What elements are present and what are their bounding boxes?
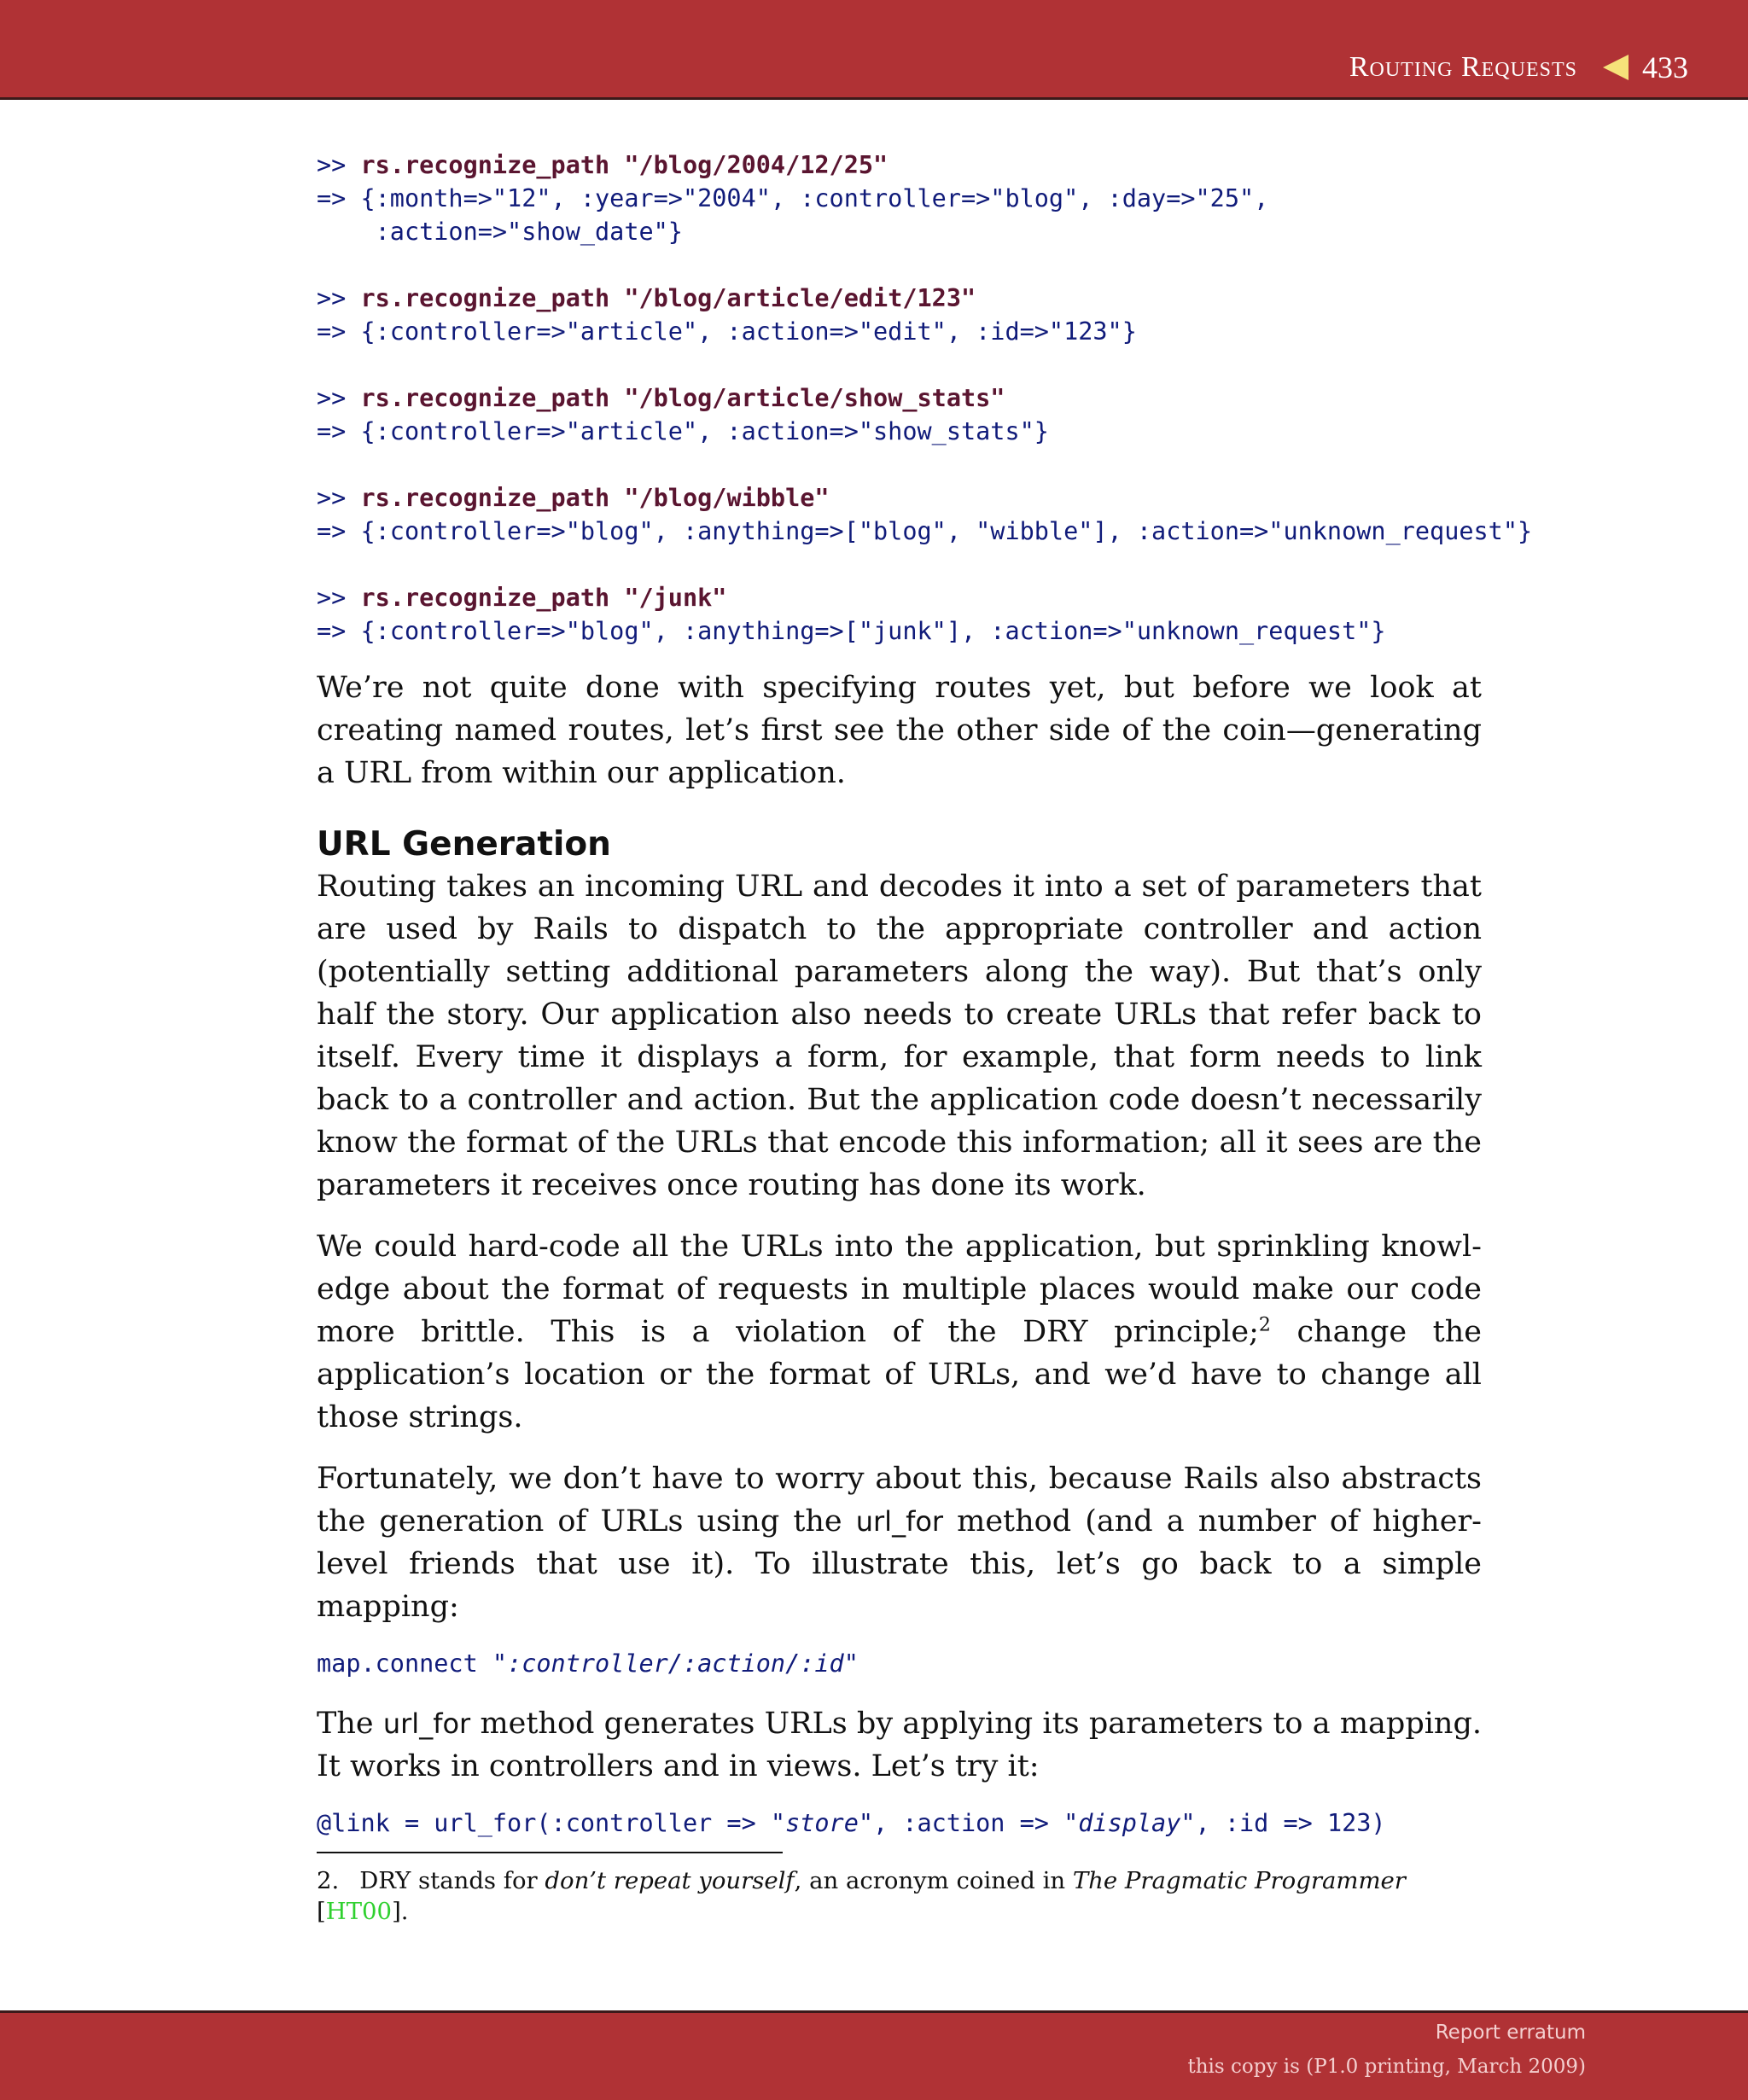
page-header	[0, 0, 1748, 100]
code-result: => {:controller=>"article", :action=>"edit", :id=>"123"}	[317, 317, 1137, 346]
page-footer	[0, 2010, 1748, 2100]
code-command: rs.recognize_path "/blog/2004/12/25"	[360, 151, 889, 179]
code-snippet: @link = url_for(:controller => "store", :action => "display", :id => 123)	[317, 1809, 1386, 1837]
paragraph: The url_for method generates URLs by applying its parameters to a mapping. It works in controllers and in views. Let’s try it:	[317, 1707, 1482, 1783]
code-result: => {:controller=>"blog", :anything=>["junk"], :action=>"unknown_request"}	[317, 617, 1386, 645]
section-heading: URL Generation	[317, 825, 611, 864]
inline-code: url_for	[382, 1707, 471, 1740]
citation-link[interactable]: HT00	[325, 1898, 393, 1925]
footnote-divider	[317, 1852, 783, 1853]
code-snippet: map.connect ":controller/:action/:id"	[317, 1649, 859, 1678]
code-command: rs.recognize_path "/blog/article/edit/123"	[360, 284, 976, 312]
code-block: >> rs.recognize_path "/blog/article/show_stats" => {:controller=>"article", :action=>"show_stats"}	[317, 384, 1049, 445]
section-title: Routing Requests	[1349, 51, 1577, 83]
code-result: :action=>"show_date"}	[317, 218, 683, 246]
previous-page-arrow-icon[interactable]	[1603, 55, 1629, 80]
paragraph: We could hard-code all the URLs into the application, but sprinkling knowl-edge about the format of requests in multiple places would make our code more brittle. This is a violation of the DRY principle;$^2$ change the application’s location or the format of URLs, and we’d have to change all those strings.	[317, 1230, 1482, 1434]
code-block: >> rs.recognize_path "/blog/2004/12/25" => {:month=>"12", :year=>"2004", :controller=>"blog", :day=>"25", :action=>"show_date"}	[317, 151, 1269, 246]
code-command: rs.recognize_path "/blog/article/show_stats"	[360, 384, 1005, 412]
code-result: => {:controller=>"article", :action=>"show_stats"}	[317, 417, 1049, 445]
code-result: => {:month=>"12", :year=>"2004", :controller=>"blog", :day=>"25",	[317, 184, 1269, 212]
report-erratum-link[interactable]: Report erratum	[1435, 2021, 1586, 2044]
footnote-reference[interactable]: 2	[1258, 1314, 1271, 1336]
code-command: rs.recognize_path "/junk"	[360, 584, 727, 612]
code-block: >> rs.recognize_path "/junk" => {:controller=>"blog", :anything=>["junk"], :action=>"unknown_request"}	[317, 584, 1386, 645]
code-block: >> rs.recognize_path "/blog/article/edit/123" => {:controller=>"article", :action=>"edit", :id=>"123"}	[317, 284, 1137, 346]
footnote-number: 2.	[317, 1867, 340, 1894]
paragraph: Fortunately, we don’t have to worry about this, because Rails also abstracts the generation of URLs using the url_for method (and a number of higher-level friends that use it). To illustrate this, let’s go back to a simple mapping:	[317, 1462, 1482, 1624]
header-right	[1349, 49, 1688, 85]
code-command: rs.recognize_path "/blog/wibble"	[360, 484, 830, 512]
page-content	[317, 148, 1533, 1927]
code-result: => {:controller=>"blog", :anything=>["blog", "wibble"], :action=>"unknown_request"}	[317, 517, 1533, 545]
code-block: >> rs.recognize_path "/blog/wibble" => {:controller=>"blog", :anything=>["blog", "wibble"], :action=>"unknown_request"}	[317, 484, 1533, 545]
paragraph: We’re not quite done with specifying routes yet, but before we look at creating named routes, let’s first see the other side of the coin—generating a URL from within our application.	[317, 671, 1482, 790]
footnote: 2. DRY stands for don’t repeat yourself, an acronym coined in The Pragmatic Programmer [HT00].	[317, 1867, 1406, 1925]
paragraph: Routing takes an incoming URL and decodes it into a set of parameters that are used by Rails to dispatch to the appropriate controller and action (potentially setting additional parameters along the way). But that’s only half the story. Our application also needs to create URLs that refer back to itself. Every time it displays a form, for example, that form needs to link back to a controller and action. But the application code doesn’t necessarily know the format of the URLs that encode this information; all it sees are the parameters it receives once routing has done its work.	[317, 870, 1482, 1202]
copy-info: this copy is (P1.0 printing, March 2009)	[1187, 2056, 1586, 2078]
inline-code: url_for	[855, 1505, 944, 1538]
page-number: 433	[1642, 50, 1688, 84]
